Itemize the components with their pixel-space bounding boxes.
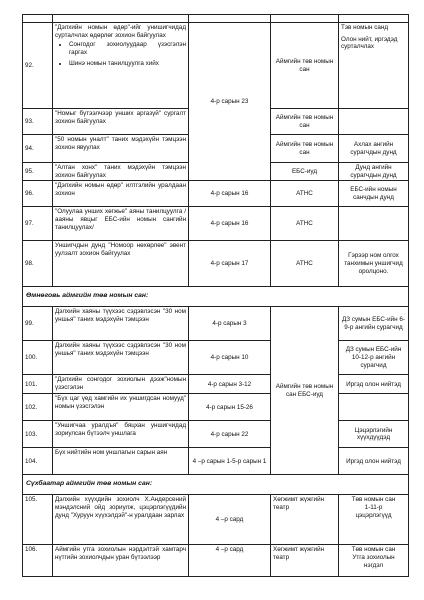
row-number: 102. [23,394,53,421]
organizer-cell: АТНС [271,181,339,207]
event-cell: "Уншигчаа уралдъя" бяцхан уншигчидад зориулсан бүтээлч уншлага [53,421,189,448]
audience-cell [339,109,409,135]
table-row [23,341,409,375]
audience-line: Утга зохиолын [352,554,395,562]
audience-cell: Иргэд олон нийтэд [339,375,409,394]
event-cell: Дэлхийн хүүхдийн зохиолч Х.Андерсений мэндэлсний ойд зориулж, цэцэрлэгүүдийн дунд "Хуруун хүүхэлдэй"-н уралдаан зарлах [53,495,189,545]
event-cell: "50 номын уналт" таниx мэдэхүйн тэмцээн зохион явуулах [53,135,189,163]
row-number: 92. [23,23,53,109]
event-cell: "Олуулаа уншиx хөгжье" аяны танилцуулга /ааяны явцыг ЕБС-ийн номын сангийн танилцуулах/ [53,207,189,241]
row-number: 106. [23,545,53,577]
date-cell: 4-р сарын 23 [189,23,271,181]
audience-line: Төв номын сан [351,496,396,504]
audience-cell: Гэрээр ном олгох танхимын уншигчид оролцоно. [339,241,409,287]
audience-line: цэцэрлэгүүд [355,511,392,519]
audience-cell: ДЗ сумын ЕБС-ийн 10-12-р ангийн сурагчид [339,341,409,375]
list-item: • Шинэ номын танилцуулга хийх [69,60,186,68]
audience-cell [339,394,409,421]
organizer-cell: Хөгжимт жүжгийн театр [271,545,339,577]
date-cell: 4-р сарын 10 [189,341,271,375]
row-number: 95. [23,163,53,181]
table-row [23,545,409,577]
date-cell: 4-р сарын 22 [189,421,271,448]
audience-cell [339,23,409,109]
organizer-cell: Аймгийн төв номын сан [271,135,339,163]
row-number: 104. [23,448,53,475]
event-cell: "Бүх цаг үед хамгийн их уншигдсан номууд" номын үзэсгэлэн [53,394,189,421]
table-row [23,287,409,307]
audience-cell [339,495,409,545]
table-row [23,375,409,394]
row-number: 99. [23,307,53,341]
date-cell: 4 –р сард [189,495,271,545]
event-cell [53,23,189,109]
event-cell: "Алтан хонх" таниx мэдэхүйн тэмцээн зохион байгуулах [53,163,189,181]
table-row [23,15,409,23]
audience-cell: ДЗ сумын ЕБС-ийн 6-9-р ангийн сурагчид [339,307,409,341]
date-cell: 4-р сарын 16 [189,181,271,207]
table-row [23,23,409,109]
audience-cell: Цэцэрлэгийн хүүхдүүдэд [339,421,409,448]
organizer-cell: Аймгийн төв номын сан ЕБС-иуд [271,307,339,475]
organizer-cell: Хөгжимт жүжгийн театр [271,495,339,545]
row-number: 97. [23,207,53,241]
event-cell: Аймгийн утга зохиолын нэрдэлтэй хамтарч нүтгийн зохиолчдын уран бүтээлээр [53,545,189,577]
row-number: 105. [23,495,53,545]
event-cell: Дэлхийн хаяны түүхээс сэдэвлэсэн "30 ном уншья" таниx мэдэхүйн тэмцээн [53,307,189,341]
event-bullets [55,41,186,67]
audience-line: 1-11-р [364,504,383,512]
row-number: 98. [23,241,53,287]
event-cell: "Дэлхийн номын өдөр" илтгэлийн уралдаан зохион [53,181,189,207]
date-cell: 4 –р сард [189,545,271,577]
event-cell: "Номыг бүтээлчээр уншиx аргазүй" сургалт зохион байгуулах [53,109,189,135]
section-heading: Өмнөговь аймгийн төв номын сан: [23,287,409,307]
date-cell: 4 –р сарын 1-5-р сарын 1 [189,448,271,475]
event-title: "Дэлхийн номын өдөр"-ийг унишигчидад сурталчлах өдөрлөг зохион байгуулах [55,24,186,39]
table-row [23,207,409,241]
audience-line: Олон нийт, иргэдэд сурталчлах [341,35,398,51]
list-item: • Сонгодог зохиолуудаар үзэсгэлэн гаргах [69,41,186,56]
date-cell: 4-р сарын 17 [189,241,271,287]
date-cell: 4-р сарын 15-26 [189,394,271,421]
row-number: 101. [23,375,53,394]
row-number: 94. [23,135,53,163]
section-heading: Сүхбаатар аймгийн төв номын сан: [23,475,409,495]
table-row [23,307,409,341]
audience-cell: ЕБС-ийн номын санчдын дунд [339,181,409,207]
table-row [23,241,409,287]
table-row [23,181,409,207]
row-number: 100. [23,341,53,375]
date-cell: 4-р сарын 3 [189,307,271,341]
event-cell: Дэлхийн хаяны түүхээс сэдэвлэсэн "30 ном уншья" таниx мэдэхүйн тэмцээн [53,341,189,375]
row-number: 96. [23,181,53,207]
row-number: 103. [23,421,53,448]
organizer-cell: ЕБС-иуд [271,163,339,181]
organizer-cell: Аймгийн төв номын сан [271,109,339,135]
table-row [23,495,409,545]
table-row [23,448,409,475]
audience-line: Төв номын сан [351,546,396,554]
organizer-cell: АТНС [271,207,339,241]
row-number: 93. [23,109,53,135]
audience-cell: Дунд ангийн сурагчдын дунд [339,163,409,181]
event-cell: "Дэлхийн сонгодог зохиолын дээж"номын үзэсгэлэн [53,375,189,394]
audience-cell [339,545,409,577]
organizer-cell: АТНС [271,241,339,287]
date-cell: 4-р сарын 16 [189,207,271,241]
audience-line: Тэв номын санд [341,24,389,31]
table-row [23,475,409,495]
table-row [23,394,409,421]
event-cell: Бүх нийтийн ном уншлагын сарын аян [53,448,189,475]
organizer-cell: Аймгийн төв номын сан [271,23,339,109]
audience-line: нэгдэл [363,561,384,569]
audience-cell: Ахлах ангийн сурагчдын дунд [339,135,409,163]
document-table [22,14,409,577]
audience-cell [339,207,409,241]
date-cell: 4-р сарын 3-12 [189,375,271,394]
audience-cell: Иргэд олон нийтэд [339,448,409,475]
table-row [23,421,409,448]
event-cell: Уншигчдын дунд "Номоор нөхөрлөе" эвент уулзалт зохион байгуулах [53,241,189,287]
